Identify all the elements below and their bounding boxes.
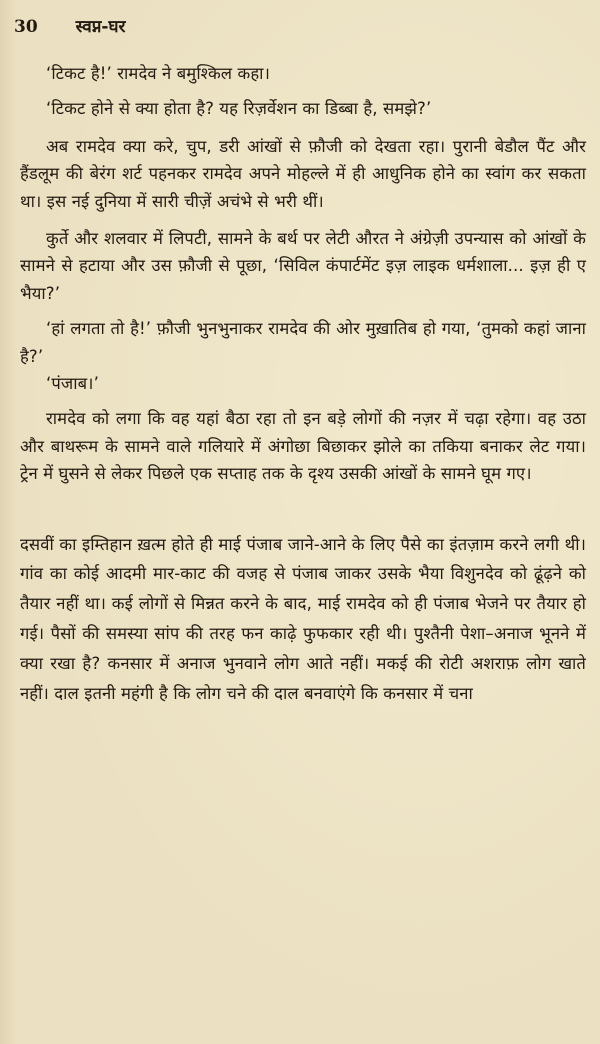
paragraph-ramdev-silent: अब रामदेव क्या करे, चुप, डरी आंखों से फ़ौजी को देखता रहा। पुरानी बेडौल पैंट और हैंडलूम की बेरंग शर्ट पहनकर रामदेव अपने मोहल्ले में ही आधुनिक होने का स्वांग कर सकता था। इस नई दुनिया में सारी चीज़ें अचंभे से भरी थीं। [20,136,586,211]
paragraph-soldier-question: ‘हां लगता तो है!’ फ़ौजी भुनभुनाकर रामदेव की ओर मुख़ातिब हो गया, ‘तुमको कहां जाना है?’ [20,319,586,366]
paragraph-reservation-retort: ‘टिकट होने से क्या होता है? यह रिज़र्वेशन का डिब्बा है, समझे?’ [46,99,432,119]
running-title: स्वप्न-घर [75,17,126,37]
paragraph-flashback: दसवीं का इम्तिहान ख़त्म होते ही माई पंजाब जाने-आने के लिए पैसे का इंतज़ाम करने लगी थी। गांव का कोई आदमी मार-काट की वजह से पंजाब जाकर उसके भैया विशुनदेव को ढूंढ़ने को तैयार नहीं था। कई लोगों से मिन्नत करने के बाद, माई रामदेव को ही पंजाब भेजने पर तैयार हो गई। पैसों की समस्या सांप की तरह फन काढ़े फुफकार रही थी। पुश्तैनी पेशा–अनाज भूनने में क्या रखा है? कनसार में अनाज भुनवाने लोग आते नहीं। मकई की रोटी अशराफ़ लोग खाते नहीं। दाल इतनी महंगी है कि लोग चने की दाल बनवाएंगे कि कनसार में चना [20,534,586,703]
page-header [14,14,125,37]
paragraph-ticket-reply: ‘टिकट है!’ रामदेव ने बमुश्किल कहा। [46,64,270,83]
paragraph-ramdev-lies-down: रामदेव को लगा कि वह यहां बैठा रहा तो इन बड़े लोगों की नज़र में चढ़ा रहेगा। वह उठा और बाथरूम के सामने वाले गलियारे में अंगोछा बिछाकर झोले का तकिया बनाकर लेट गया। ट्रेन में घुसने से लेकर पिछले एक सप्ताह तक के दृश्य उसकी आंखों के सामने घूम गए। [20,409,586,484]
page-number: 30 [14,17,38,37]
page-body [20,60,586,708]
paragraph-woman-question: कुर्ते और शलवार में लिपटी, सामने के बर्थ पर लेटी औरत ने अंग्रेज़ी उपन्यास को आंखों के सामने से हटाया और उस फ़ौजी से पूछा, ‘सिविल कंपार्टमेंट इज़ लाइक धर्मशाला... इज़ ही ए भैया?’ [20,229,586,303]
paragraph-punjab-answer: ‘पंजाब।’ [46,374,99,394]
